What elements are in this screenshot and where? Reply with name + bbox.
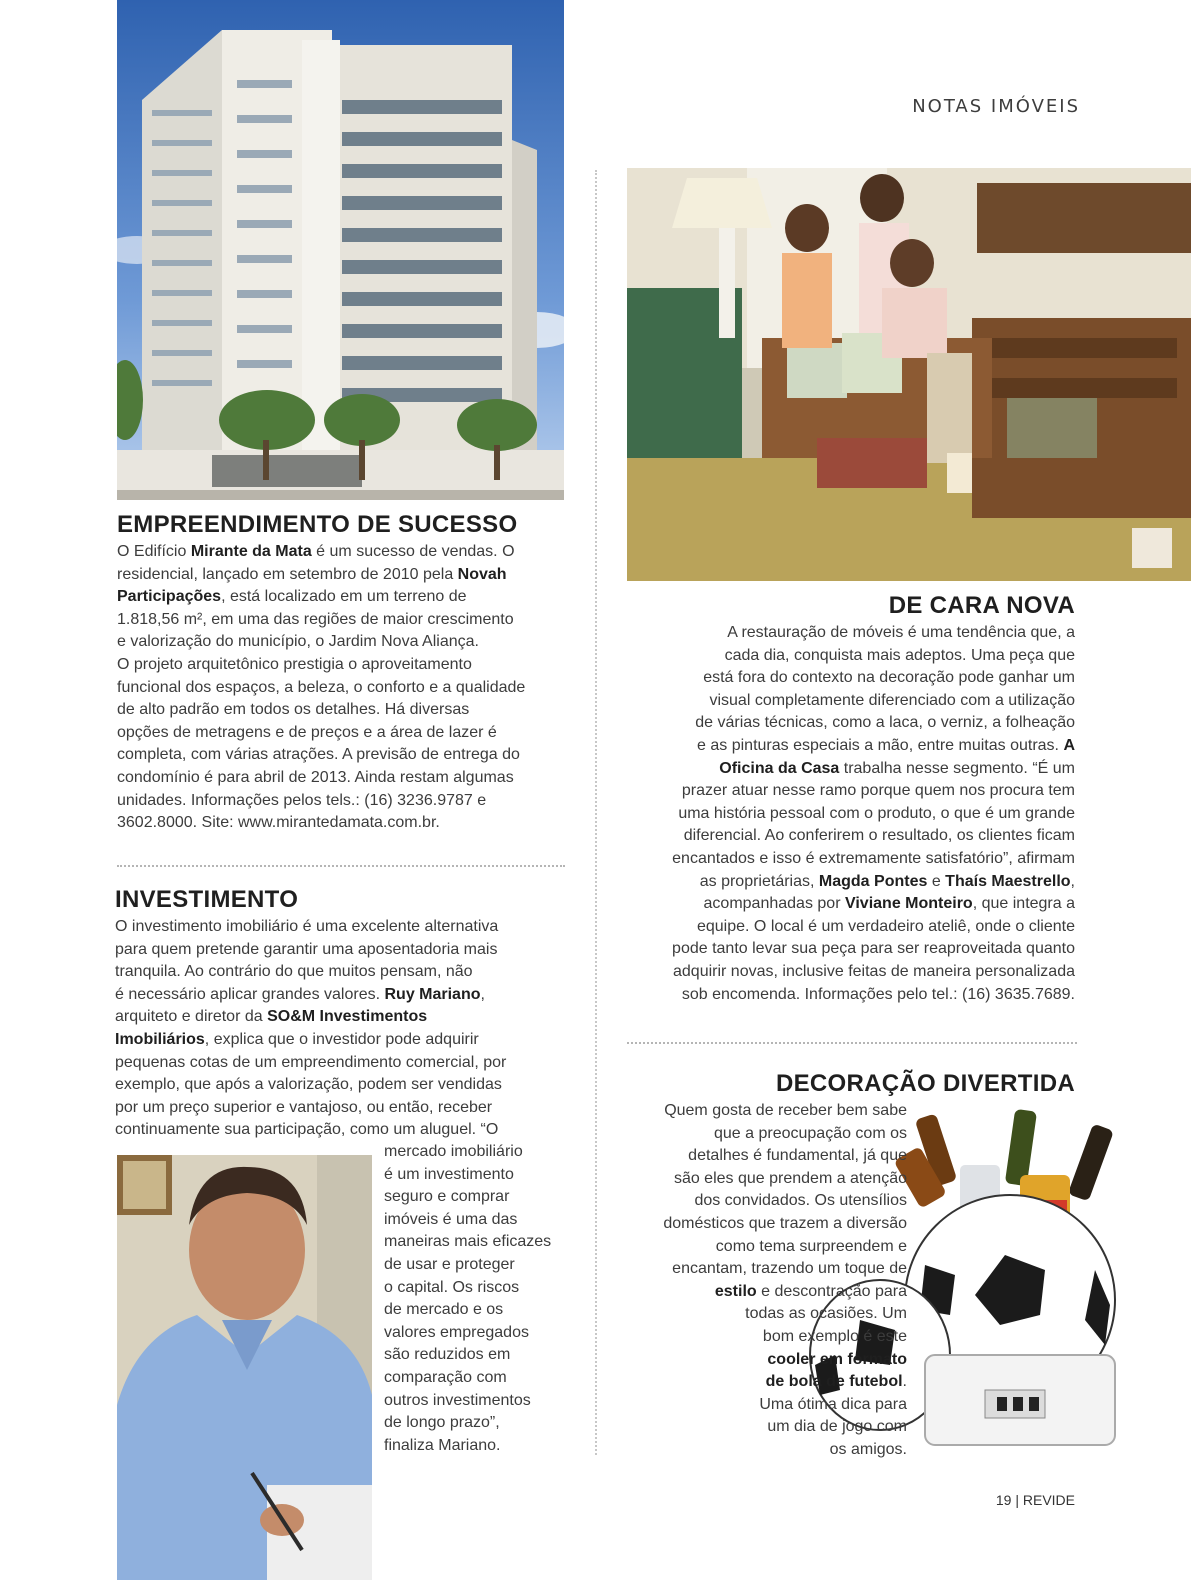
text-line: A restauração de móveis é uma tendência que, a	[727, 624, 1075, 641]
text-line: o capital. Os riscos	[384, 1278, 520, 1296]
text-line: visual completamente diferenciado com a utilização	[709, 691, 1075, 709]
text-line: está fora do contexto na decoração pode ganhar um	[703, 669, 1075, 687]
text-line: são reduzidos em	[384, 1346, 511, 1364]
text-line: unidades. Informações pelos tels.: (16) 3236.9787 e	[117, 791, 487, 809]
text-line: encantam, trazendo um toque de	[672, 1260, 907, 1278]
cara-nova-title: DE CARA NOVA	[888, 592, 1075, 619]
text-line: equipe. O local é um verdadeiro ateliê, onde o cliente	[696, 917, 1075, 935]
text-line: de várias técnicas, como a laca, o verniz, a folheação	[695, 714, 1075, 732]
decoracao-title: DECORAÇÃO DIVERTIDA	[775, 1070, 1075, 1097]
text-line: cada dia, conquista mais adeptos. Uma peça que	[724, 646, 1075, 664]
text-line: prazer atuar nesse ramo porque quem nos procura tem	[681, 782, 1075, 800]
text-line: opções de metragens e de preços e a área de lazer é	[117, 723, 497, 741]
text-line: comparação com	[384, 1368, 507, 1386]
text-line: para quem pretende garantir uma aposentadoria mais	[115, 940, 498, 958]
text-line: maneiras mais eficazes	[384, 1233, 552, 1251]
text-line: condomínio é para abril de 2013. Ainda restam algumas	[117, 768, 514, 786]
text-line: todas as ocasiões. Um	[745, 1305, 907, 1323]
bold-name: estilo	[714, 1282, 757, 1300]
text-line: O projeto arquitetônico prestigia o aproveitamento	[117, 655, 472, 673]
text-line: como tema surpreendem e	[715, 1237, 907, 1255]
text-line: e valorização do município, o Jardim Nova Aliança.	[117, 633, 479, 651]
text-line: é necessário aplicar grandes valores. Ruy Mariano,	[115, 985, 485, 1003]
text-line: dos convidados. Os utensílios	[694, 1192, 907, 1210]
text-line: valores empregados	[384, 1323, 529, 1341]
text-line: pequenas cotas de um empreendimento comercial, por	[115, 1053, 507, 1071]
text-line: funcional dos espaços, a beleza, o conforto e a qualidade	[117, 678, 526, 696]
text-line: os amigos.	[829, 1440, 907, 1458]
text-line: de alto padrão em todos os detalhes. Há diversas	[117, 701, 470, 719]
divider-right	[627, 1042, 1077, 1044]
text-line: residencial, lançado em setembro de 2010 pela Novah	[117, 565, 507, 583]
text-line: é um investimento	[384, 1165, 514, 1183]
building-photo	[117, 0, 564, 500]
column-divider	[595, 170, 597, 1455]
text-line: O investimento imobiliário é uma excelente alternativa	[115, 918, 499, 935]
bold-name: Imobiliários	[115, 1030, 205, 1048]
investimento-title: INVESTIMENTO	[115, 886, 299, 913]
text-line: de bola de futebol.	[765, 1373, 907, 1391]
text-line: acompanhadas por Viviane Monteiro, que integra a	[703, 895, 1075, 913]
text-line: O Edifício Mirante da Mata é um sucesso de vendas. O	[117, 543, 515, 560]
text-line: pode tanto levar sua peça para ser reaproveitada quanto	[672, 940, 1075, 958]
text-line: estilo e descontração para	[714, 1282, 907, 1300]
text-line: de longo prazo”,	[384, 1414, 500, 1432]
text-line: adquirir novas, inclusive feitas de maneira personalizada	[673, 962, 1075, 980]
empreendimento-body	[117, 541, 565, 835]
text-line: Oficina da Casa trabalha nesse segmento. “É um	[719, 759, 1075, 777]
decoracao-body	[600, 1100, 907, 1462]
text-line: de mercado e os	[384, 1301, 504, 1319]
portrait-photo	[117, 1155, 372, 1580]
text-line: 1.818,56 m², em uma das regiões de maior crescimento	[117, 610, 514, 628]
text-line: bom exemplo é este	[762, 1327, 907, 1345]
bold-name: SO&M Investimentos	[267, 1008, 428, 1026]
magazine-name: REVIDE	[1022, 1492, 1075, 1508]
investimento-sidebar-text	[384, 1141, 574, 1457]
text-line: finaliza Mariano.	[384, 1436, 501, 1454]
text-line: encantados e isso é extremamente satisfatório”, afirmam	[672, 849, 1075, 867]
text-line: arquiteto e diretor da SO&M Investimentos	[115, 1008, 428, 1026]
text-line: tranquila. Ao contrário do que muitos pensam, não	[115, 963, 473, 981]
bold-name: de bola de futebol	[765, 1373, 903, 1391]
text-line: por um preço superior e vantajoso, ou então, receber	[115, 1098, 493, 1116]
bold-name: Magda Pontes	[818, 872, 928, 890]
bold-name: A	[1063, 736, 1075, 754]
text-line: Quem gosta de receber bem sabe	[664, 1102, 907, 1119]
section-label: NOTAS IMÓVEIS	[912, 96, 1080, 117]
text-line: domésticos que trazem a diversão	[663, 1214, 907, 1232]
text-line: Uma ótima dica para	[759, 1395, 907, 1413]
text-line	[600, 1349, 907, 1372]
bold-name: Participações	[117, 588, 222, 606]
text-line: sob encomenda. Informações pelo tel.: (16) 3635.7689.	[681, 985, 1075, 1003]
divider-left	[117, 865, 565, 867]
text-line: as proprietárias, Magda Pontes e Thaís Maestrello,	[699, 872, 1075, 890]
text-line: um dia de jogo com	[767, 1418, 907, 1436]
text-line: que a preocupação com os	[713, 1124, 907, 1142]
text-line: exemplo, que após a valorização, podem ser vendidas	[115, 1076, 502, 1094]
folio-separator: |	[1015, 1492, 1019, 1508]
text-line: e as pinturas especiais a mão, entre muitas outras. A	[697, 736, 1075, 754]
bold-name: Novah	[457, 565, 507, 583]
bold-name: cooler em formato	[767, 1350, 907, 1368]
text-line: seguro e comprar	[384, 1188, 510, 1206]
text-line: completa, com várias atrações. A previsão de entrega do	[117, 746, 520, 764]
text-line: diferencial. Ao conferirem o resultado, os clientes ficam	[683, 827, 1075, 845]
bold-name: Oficina da Casa	[719, 759, 840, 777]
cara-nova-body	[615, 622, 1075, 1006]
bold-name: Viviane Monteiro	[844, 895, 973, 913]
text-line: 3602.8000. Site: www.mirantedamata.com.br.	[117, 814, 440, 832]
text-line: mercado imobiliário	[384, 1143, 523, 1160]
text-line: uma história pessoal com o produto, o que é um grande	[678, 804, 1075, 822]
text-line: são eles que prendem a atenção	[673, 1169, 907, 1187]
page-number: 19	[995, 1492, 1012, 1508]
bold-name: Mirante da Mata	[190, 543, 312, 560]
text-line: outros investimentos	[384, 1391, 531, 1409]
bold-name: Ruy Mariano	[384, 985, 481, 1003]
text-line: Imobiliários, explica que o investidor pode adquirir	[115, 1030, 479, 1048]
bold-name: Thaís Maestrello	[945, 872, 1071, 890]
text-line: continuamente sua participação, como um aluguel. “O	[115, 1121, 499, 1139]
text-line: Participações, está localizado em um terreno de	[117, 588, 467, 606]
page-folio	[960, 1492, 1075, 1508]
text-line: imóveis é uma das	[384, 1210, 518, 1228]
empreendimento-title: EMPREENDIMENTO DE SUCESSO	[117, 511, 518, 538]
showroom-photo	[627, 168, 1191, 581]
text-line: de usar e proteger	[384, 1255, 515, 1273]
text-line: detalhes é fundamental, já que	[688, 1147, 907, 1165]
investimento-body	[115, 916, 565, 1142]
